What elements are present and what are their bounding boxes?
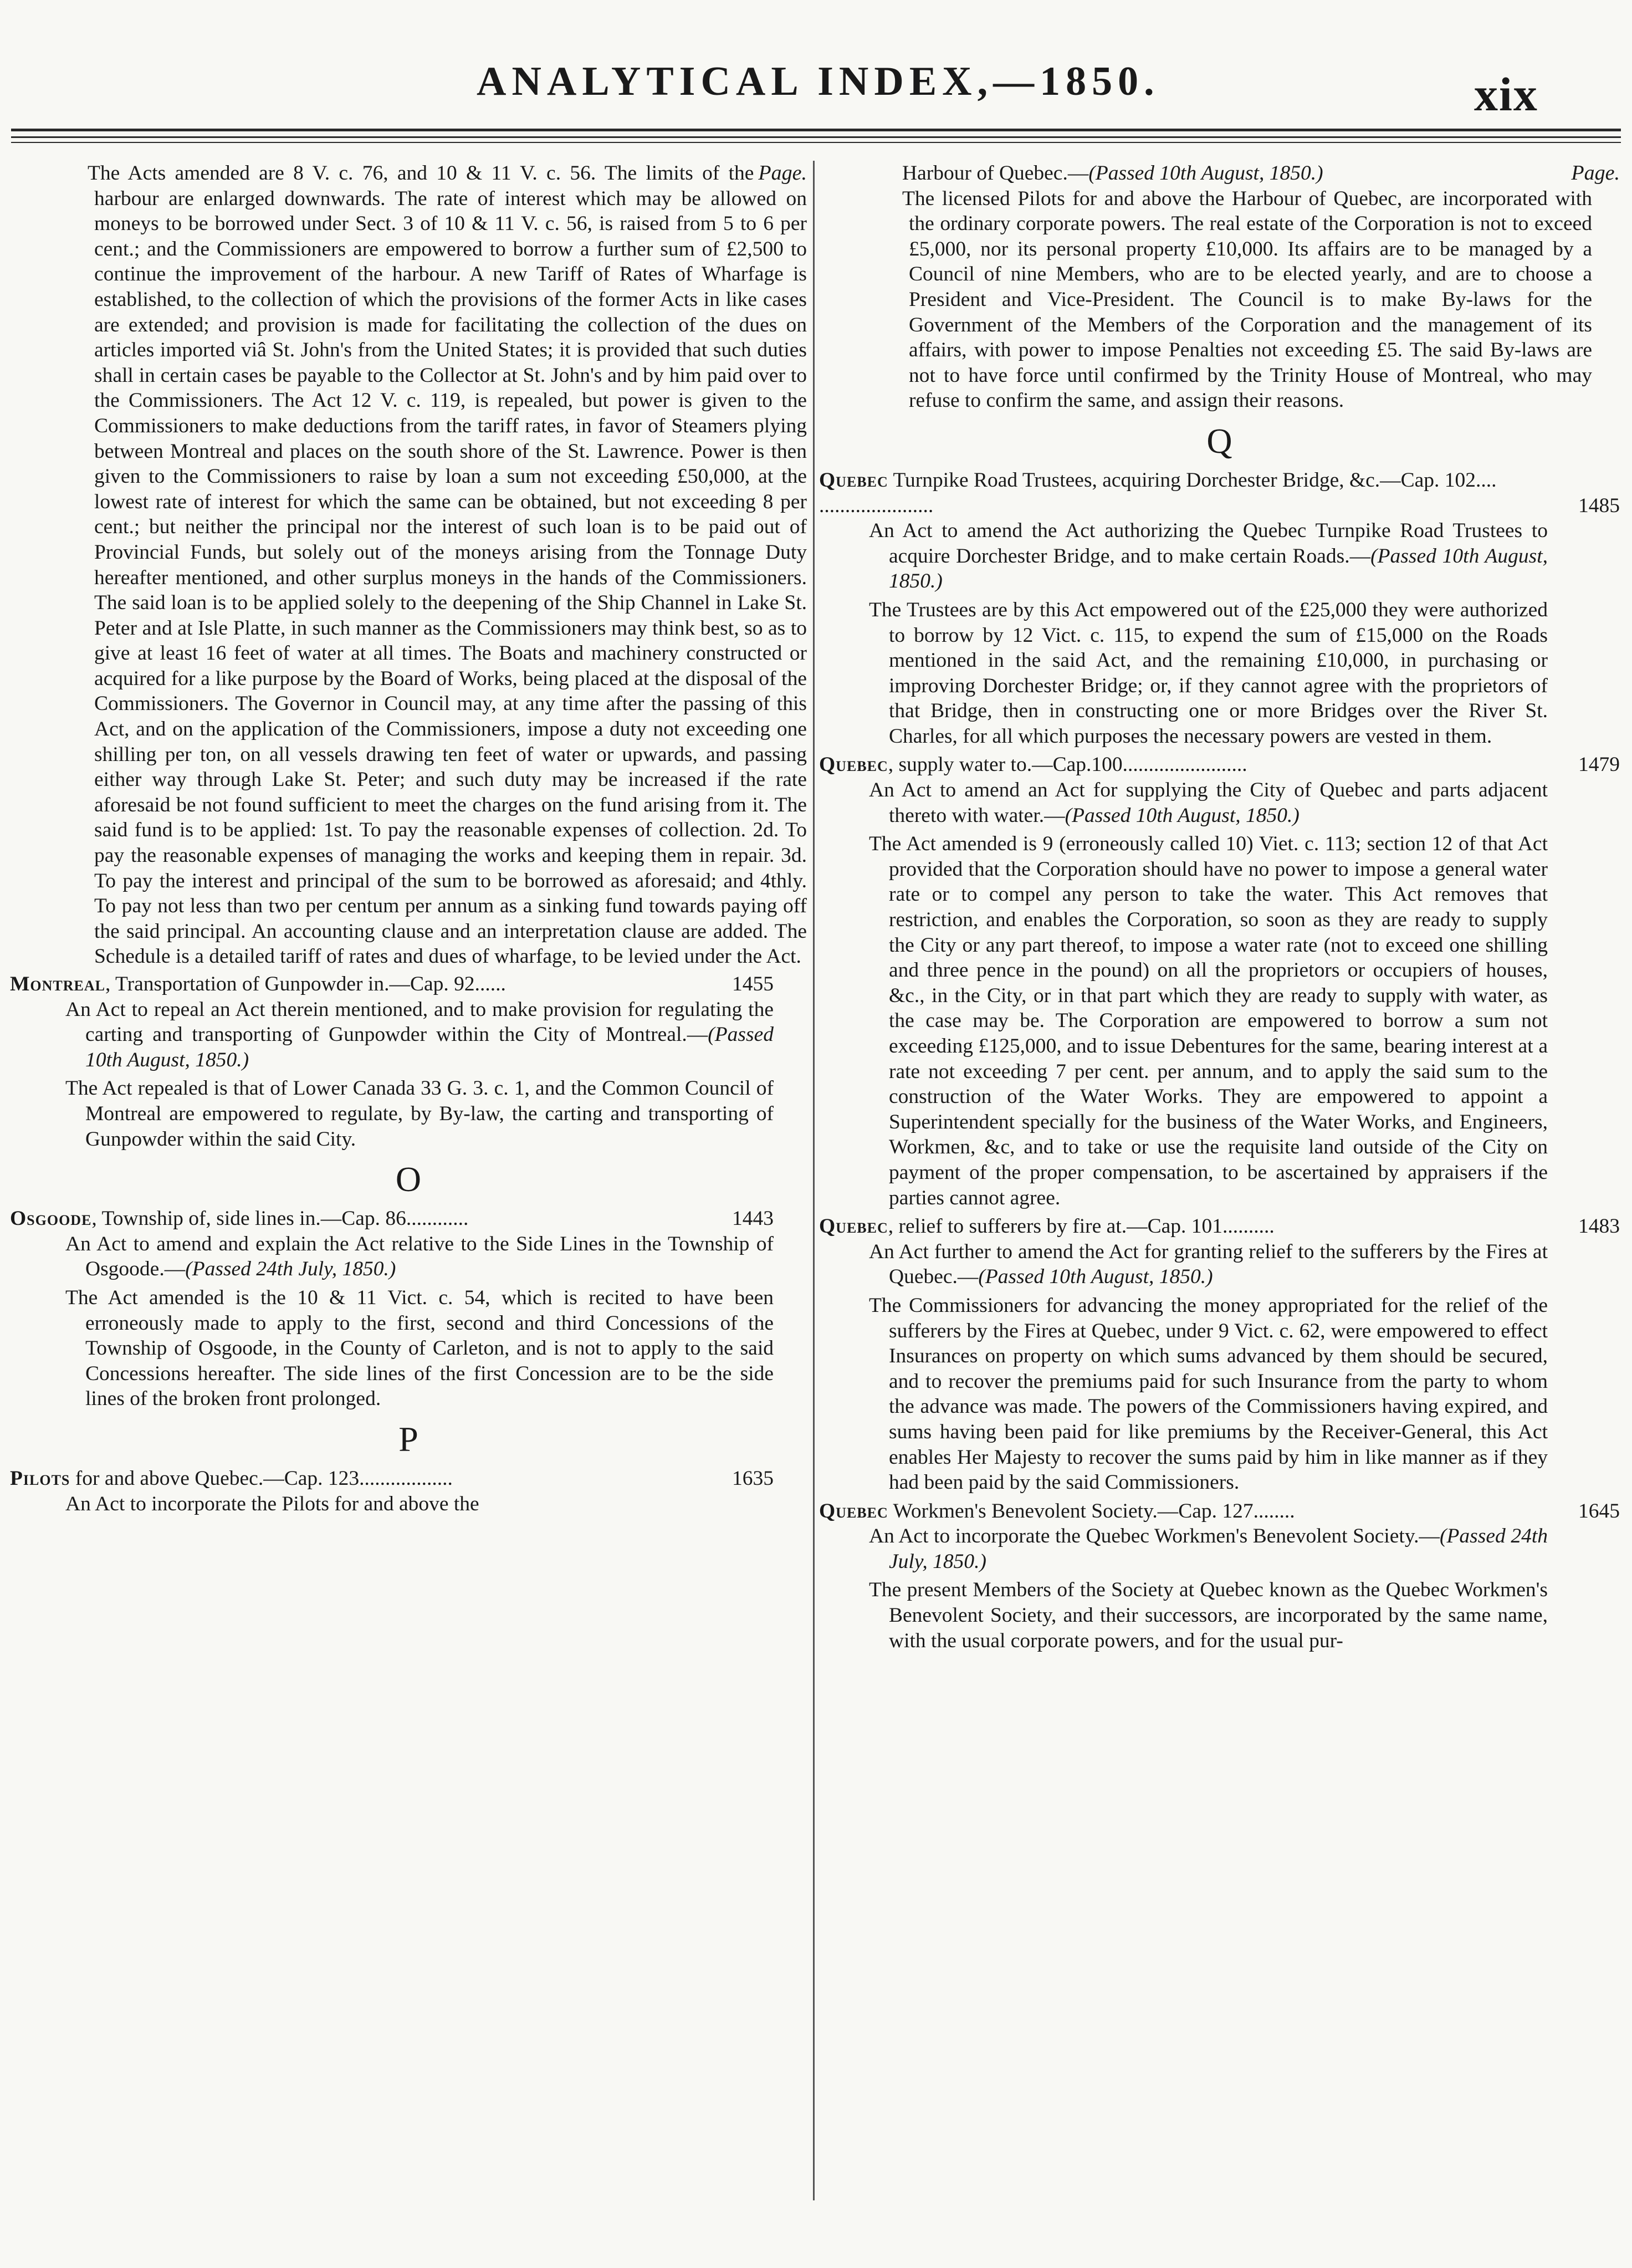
entry-page-number: 1485: [1578, 494, 1620, 517]
header-rule: [11, 136, 1621, 138]
index-entry-quebec-fire: [819, 1214, 1620, 1495]
entry-page-number: 1455: [732, 973, 774, 995]
header-rule: [11, 142, 1621, 143]
left-column: [10, 161, 807, 2256]
act-title: An Act to amend and explain the Act relative to the Side Lines in the Township of Osgoode.—(Passed 24th July, 1850.): [65, 1232, 774, 1281]
index-entry-montreal: [10, 972, 807, 1152]
entry-summary: The present Members of the Society at Quebec known as the Quebec Workmen's Benevolent Society, and their successors, are incorporated by the same name, with the usual corporate powers, and for the usual pur-: [869, 1579, 1548, 1652]
entry-page-number: 1645: [1578, 1499, 1620, 1523]
entry-heading: for and above Quebec.—Cap. 123..................: [70, 1467, 453, 1490]
harbour-description: The Acts amended are 8 V. c. 76, and 10 & 11 V. c. 56. The limits of the harbour are enlarged downwards. The rate of interest which may be allowed on moneys to be borrowed under Sect. 3 of 10 & 11 V. c. 56, is raised from 5 to 6 per cent.; and the Commissioners are empowered to borrow a further sum of £2,500 to continue the improvement of the harbour. A new Tariff of Rates of Wharfage is established, to the collection of which the provisions of the former Acts in like cases are extended; and provision is made for facilitating the collection of the dues on articles imported viâ St. John's from the United States; it is provided that such duties shall in certain cases be payable to the Collector at St. John's and by him paid over to the Commissioners. The Act 12 V. c. 119, is repealed, but power is given to the Commissioners to make deductions from the tariff rates, in favor of Steamers plying between Montreal and places on the south shore of the St. Lawrence. Power is then given to the Commissioners to raise by loan a sum not exceeding £50,000, at the lowest rate of interest for which the same can be obtained, but not exceeding 8 per cent.; but neither the principal nor the interest of such loan is to be paid out of Provincial Funds, but solely out of the moneys arising from the Tonnage Duty hereafter mentioned, and other surplus moneys in the hands of the Commissioners. The said loan is to be applied solely to the deepening of the Ship Channel in Lake St. Peter and at Isle Platte, in such manner as the Commissioners may think best, so as to give at least 16 feet of water at all times. The Boats and machinery constructed or acquired for a like purpose by the Board of Works, being placed at the disposal of the Commissioners. The Governor in Council may, at any time after the passing of this Act, and on the application of the Commissioners, impose a duty not exceeding one shilling per ton, on all vessels drawing ten feet of water or upwards, and passing either way through Lake St. Peter; and such duty may be increased if the rate aforesaid be not found sufficient to meet the charges on the fund arising from it. The said fund is to be applied: 1st. To pay the reasonable expenses of collection. 2d. To pay the reasonable expenses of managing the works and keeping them in repair. 3d. To pay the interest and principal of the sum to be borrowed as aforesaid; and 4thly. To pay not less than two per centum per annum as a sinking fund towards paying off the said principal. An accounting clause and an interpretation clause are added. The Schedule is a detailed tariff of rates and dues of wharfage, to be levied under the Act.: [88, 162, 807, 968]
passed-date: (Passed 10th August, 1850.): [889, 544, 1548, 593]
passed-date: (Passed 10th August, 1850.): [85, 1023, 774, 1071]
entry-keyword: Quebec: [819, 1215, 888, 1238]
harbour-continuation: [10, 161, 807, 969]
act-title: An Act to repeal an Act therein mentioned, and to make provision for regulating the carting and transporting of Gunpowder within the City of Montreal.—(Passed 10th August, 1850.): [65, 998, 774, 1071]
section-letter-p: P: [398, 1419, 418, 1459]
index-entry-quebec-workmen: [819, 1499, 1620, 1654]
entry-page-number: 1479: [1578, 753, 1620, 777]
page-column-label: Page.: [758, 161, 807, 185]
act-title: An Act to incorporate the Pilots for and above the: [65, 1492, 479, 1515]
act-title: An Act to incorporate the Quebec Workmen's Benevolent Society.—(Passed 24th July, 1850.): [869, 1525, 1548, 1573]
passed-date: (Passed 10th August, 1850.): [978, 1265, 1213, 1289]
entry-page-number: 1443: [732, 1207, 774, 1230]
entry-keyword: Osgoode: [10, 1207, 92, 1230]
entry-summary: The licensed Pilots for and above the Harbour of Quebec, are incorporated with the ordinary corporate powers. The real estate of the Corporation is not to exceed £5,000, nor its personal property £10,000. Its affairs are to be managed by a Council of nine Members, who are to be elected yearly, and are to choose a President and Vice-President. The Council is to make By-laws for the Government of the Members of the Corporation and the management of its affairs, with power to impose Penalties not exceeding £5. The said By-laws are not to have force until confirmed by the Trinity House of Montreal, who may refuse to confirm the same, and assign their reasons.: [902, 187, 1592, 412]
page-title: ANALYTICAL INDEX,—1850.: [477, 59, 1160, 104]
passed-date: (Passed 24th July, 1850.): [185, 1258, 396, 1281]
entry-keyword: Quebec: [819, 753, 888, 777]
act-title: An Act further to amend the Act for granting relief to the sufferers by the Fires at Quebec.—(Passed 10th August, 1850.): [869, 1240, 1548, 1289]
index-entry-pilots: [10, 1466, 807, 1516]
entry-page-number: 1483: [1578, 1215, 1620, 1238]
section-letter-q: Q: [1206, 421, 1232, 461]
entry-heading: , Transportation of Gunpowder in.—Cap. 92......: [105, 973, 506, 995]
entry-keyword: Quebec: [819, 1499, 888, 1523]
entry-heading: , relief to sufferers by fire at.—Cap. 101..........: [888, 1215, 1275, 1238]
page-column-label: Page.: [1571, 161, 1620, 185]
column-divider: [813, 161, 815, 2200]
act-title: An Act to amend the Act authorizing the Quebec Turnpike Road Trustees to acquire Dorchester Bridge, and to make certain Roads.—(Passed 10th August, 1850.): [869, 519, 1548, 593]
index-entry-quebec-water: [819, 752, 1620, 1210]
right-column: [819, 161, 1620, 2256]
entry-summary: The Act amended is 9 (erroneously called 10) Viet. c. 113; section 12 of that Act provided that the Corporation should have no power to impose a general water rate or to compel any person to take the water. This Act removes that restriction, and enables the Corporation, so soon as they are ready to supply the City or any part thereof, to impose a water rate (not to exceed one shilling and three pence in the pound) on all the proprietors or occupiers of houses, &c., in the City, or in that part which they are ready to supply with water, as the case may be. The Corporation are empowered to borrow a sum not exceeding £125,000, and to issue Debentures for the same, bearing interest at a rate not exceeding 7 per cent. per annum, and to apply the said sum to the construction of the Water Works. They are empowered to appoint a Superintendent specially for the business of the Water Works, and Engineers, Workmen, &c, and to take or use the requisite land outside of the City on payment of the proper compensation, to be ascertained by appraisers if the parties cannot agree.: [869, 832, 1548, 1209]
header-rule: [11, 129, 1621, 131]
page-header: [0, 0, 1632, 127]
passed-date: (Passed 24th July, 1850.): [889, 1525, 1548, 1573]
pilots-continuation: [819, 161, 1620, 413]
entry-keyword: Quebec: [819, 468, 888, 492]
entry-heading: , supply water to.—Cap.100........................: [888, 753, 1247, 777]
entry-summary: The Trustees are by this Act empowered out of the £25,000 they were authorized to borrow by 12 Vict. c. 115, to expend the sum of £15,000 on the Roads mentioned in the said Act, and the remaining £10,000, in purchasing or improving Dorchester Bridge; or, if they cannot agree with the proprietors of that Bridge, then in constructing one or more Bridges over the River St. Charles, for all which purposes the necessary powers are vested in them.: [869, 598, 1548, 748]
page-folio: xix: [1474, 68, 1538, 121]
entry-page-number: 1635: [732, 1467, 774, 1490]
entry-heading: Turnpike Road Trustees, acquiring Dorchester Bridge, &c.—Cap. 102.... ......................: [819, 468, 1497, 517]
passed-date: (Passed 10th August, 1850.): [1065, 804, 1300, 827]
act-title: Harbour of Quebec.—: [902, 162, 1089, 185]
section-letter-o: O: [395, 1159, 422, 1199]
entry-summary: The Act repealed is that of Lower Canada 33 G. 3. c. 1, and the Common Council of Montreal are empowered to regulate, by By-law, the carting and transporting of Gunpowder within the said City.: [65, 1077, 774, 1151]
index-entry-quebec-turnpike: [819, 468, 1620, 749]
passed-date: (Passed 10th August, 1850.): [1088, 162, 1323, 185]
act-title: An Act to amend an Act for supplying the City of Quebec and parts adjacent thereto with water.—(Passed 10th August, 1850.): [869, 779, 1548, 827]
entry-keyword: Pilots: [10, 1467, 70, 1490]
entry-summary: The Act amended is the 10 & 11 Vict. c. 54, which is recited to have been erroneously made to apply to the first, second and third Concessions of the Township of Osgoode, in the County of Carleton, and is not to apply to the said Concessions hereafter. The side lines of the first Concession are to be the side lines of the broken front prolonged.: [65, 1286, 774, 1411]
entry-heading: , Township of, side lines in.—Cap. 86............: [91, 1207, 469, 1230]
entry-keyword: Montreal: [10, 973, 105, 995]
entry-heading: Workmen's Benevolent Society.—Cap. 127........: [888, 1499, 1295, 1523]
index-entry-osgoode: [10, 1206, 807, 1412]
entry-summary: The Commissioners for advancing the money appropriated for the relief of the sufferers by the Fires at Quebec, under 9 Vict. c. 62, were empowered to effect Insurances on property on which sums advanced by them should be secured, and to recover the premiums paid for such Insurance from the party to whom the advance was made. The powers of the Commissioners having expired, and sums having been paid for like premiums by the Receiver-General, this Act enables Her Majesty to recover the sums paid by him in like manner as if they had been paid by the said Commissioners.: [869, 1294, 1548, 1494]
